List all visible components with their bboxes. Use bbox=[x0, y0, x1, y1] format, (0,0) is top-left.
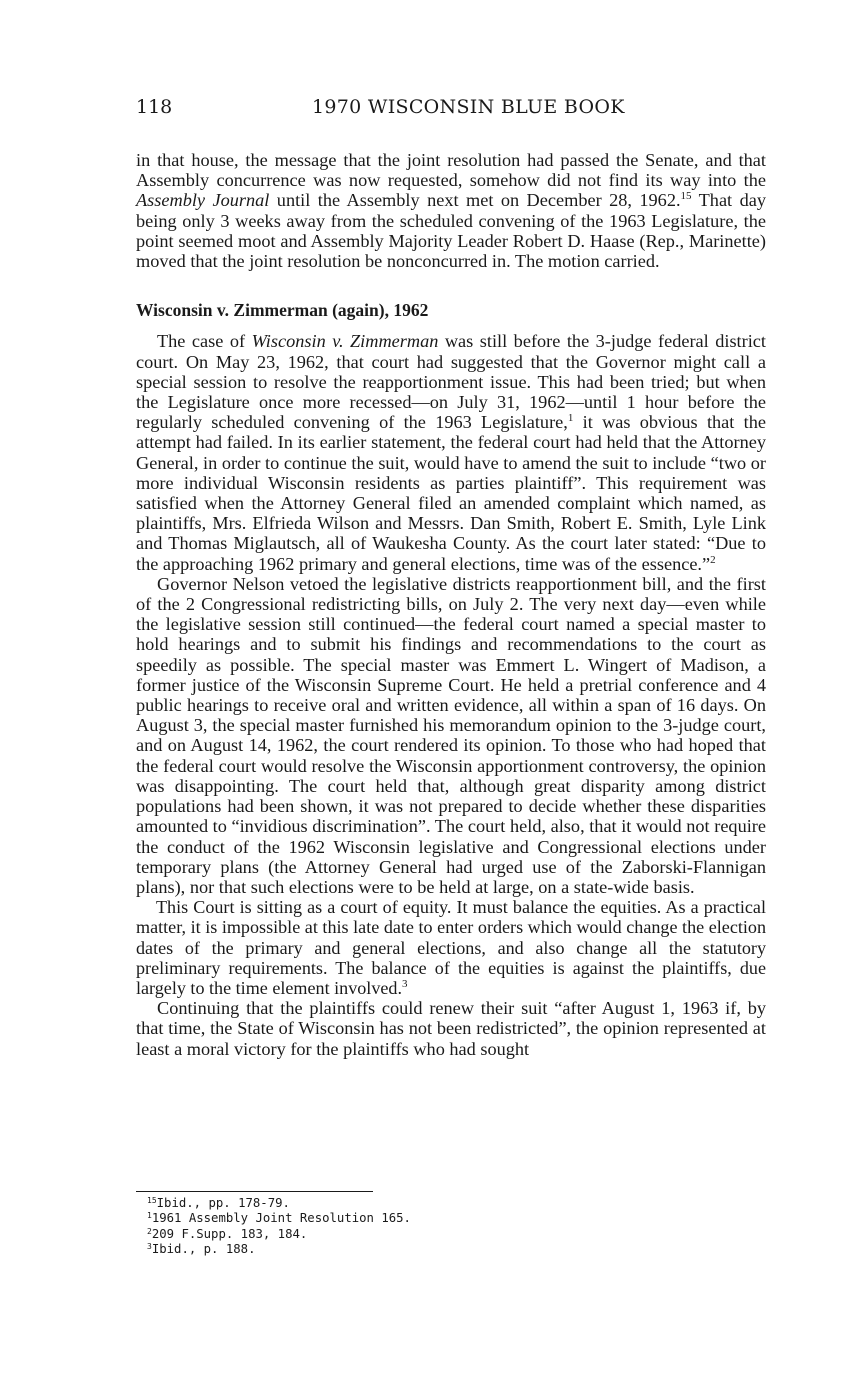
footnote-text: 209 F.Supp. 183, 184. bbox=[151, 1226, 308, 1241]
text-run: it was obvious that the attempt had failed. In its earlier statement, the federal court had held that the Attorney General, in order to continue the suit, would have to amend the suit to include “two or more individual Wisconsin residents as parties plaintiff”. This requirement was satisfied when the Attorney General filed an amended complaint which named, as plaintiffs, Mrs. Elfrieda Wilson and Messrs. Dan Smith, Robert E. Smith, Lyle Link and Thomas Miglautsch, all of Waukesha County. As the court later stated: “Due to the approaching 1962 primary and general elections, time was of the essence.” bbox=[136, 412, 766, 574]
footnote bbox=[147, 1227, 411, 1242]
block-quote bbox=[136, 897, 766, 998]
text-run: until the Assembly next met on December 28, 1962. bbox=[269, 190, 681, 211]
text-run: in that house, the message that the joint resolution had passed the Senate, and that Assembly concurrence was now requested, somehow did not find its way into the bbox=[136, 150, 766, 191]
footnote-text: Ibid., p. 188. bbox=[151, 1242, 256, 1257]
footnote-ref: 2 bbox=[710, 553, 716, 566]
paragraph: Governor Nelson vetoed the legislative districts reapportionment bill, and the first of the 2 Congressional redistricting bills, on July 2. The very next day—even while the legislative session still continued—the federal court named a special master to hold hearings and to submit his findings and recommendations to the court as speedily as possible. The special master was Emmert L. Wingert of Madison, a former justice of the Wisconsin Supreme Court. He held a pretrial conference and 4 public hearings to receive oral and written evidence, all within a span of 16 days. On August 3, the special master furnished his memorandum opinion to the 3-judge court, and on August 14, 1962, the court rendered its opinion. To those who had hoped that the federal court would resolve the Wisconsin apportionment controversy, the opinion was disappointing. The court held that, although great disparity among district populations had been shown, it was not prepared to decide whether these disparities amounted to “invidious discrimination”. The court held, also, that it would not require the conduct of the 1962 Wisconsin legislative and Congressional elections under temporary plans (the Attorney General had urged use of the Zaborski-Flannigan plans), nor that such elections were to be held at large, on a state-wide basis. bbox=[136, 573, 766, 897]
running-title: 1970 WISCONSIN BLUE BOOK bbox=[312, 96, 625, 118]
footnote bbox=[147, 1242, 411, 1257]
footnote-rule bbox=[136, 1191, 373, 1192]
footnote-mark: 2 bbox=[147, 1226, 152, 1236]
footnote-mark: 1 bbox=[147, 1211, 152, 1221]
page-header bbox=[136, 96, 766, 120]
footnote-text: 1961 Assembly Joint Resolution 165. bbox=[151, 1211, 411, 1226]
quote-text: This Court is sitting as a court of equity. It must balance the equities. As a practical matter, it is impossible at this late date to enter orders which would change the election dates of the primary and general elections, and also change all the statutory preliminary requirements. The balance of the equities is against the plaintiffs, due largely to the time element involved. bbox=[136, 897, 766, 998]
section-heading bbox=[136, 300, 766, 320]
text-run: That day being only 3 weeks away from the scheduled convening of the 1963 Legislature, the point seemed moot and Assembly Majority Leader Robert D. Haase (Rep., Marinette) moved that the joint resolution be nonconcurred in. The motion carried. bbox=[136, 190, 766, 272]
footnote-text: Ibid., pp. 178-79. bbox=[156, 1196, 290, 1210]
section-heading-text: Wisconsin v. Zimmerman (again), 1962 bbox=[136, 300, 429, 321]
italic-case-name: Wisconsin v. Zimmerman bbox=[251, 331, 439, 352]
italic-title: Assembly Journal bbox=[136, 190, 270, 211]
footnote-ref: 3 bbox=[401, 977, 408, 990]
paragraph: Continuing that the plaintiffs could renew their suit “after August 1, 1963 if, by that time, the State of Wisconsin has not been redistricted”, the opinion represented at least a moral victory for the plaintiffs who had sought bbox=[136, 998, 766, 1059]
text-run: was still before the 3-judge federal district court. On May 23, 1962, that court had suggested that the Governor might call a special session to resolve the reapportionment issue. This had been tried; but when the Legislature once more recessed—on July 31, 1962—until 1 hour before the regularly scheduled convening of the 1963 Legislature, bbox=[136, 331, 766, 433]
paragraph bbox=[136, 331, 766, 573]
page-number: 118 bbox=[136, 96, 173, 118]
body-text bbox=[136, 150, 766, 1059]
footnote bbox=[147, 1196, 411, 1211]
footnote bbox=[147, 1211, 411, 1226]
text-run: The case of bbox=[157, 331, 252, 352]
footnote-mark: 15 bbox=[147, 1196, 157, 1205]
footnote-ref: 15 bbox=[680, 190, 692, 203]
paragraph-continuation bbox=[136, 150, 766, 271]
footnote-mark: 3 bbox=[147, 1242, 152, 1252]
footnotes bbox=[147, 1196, 411, 1258]
footnote-ref: 1 bbox=[567, 412, 574, 425]
